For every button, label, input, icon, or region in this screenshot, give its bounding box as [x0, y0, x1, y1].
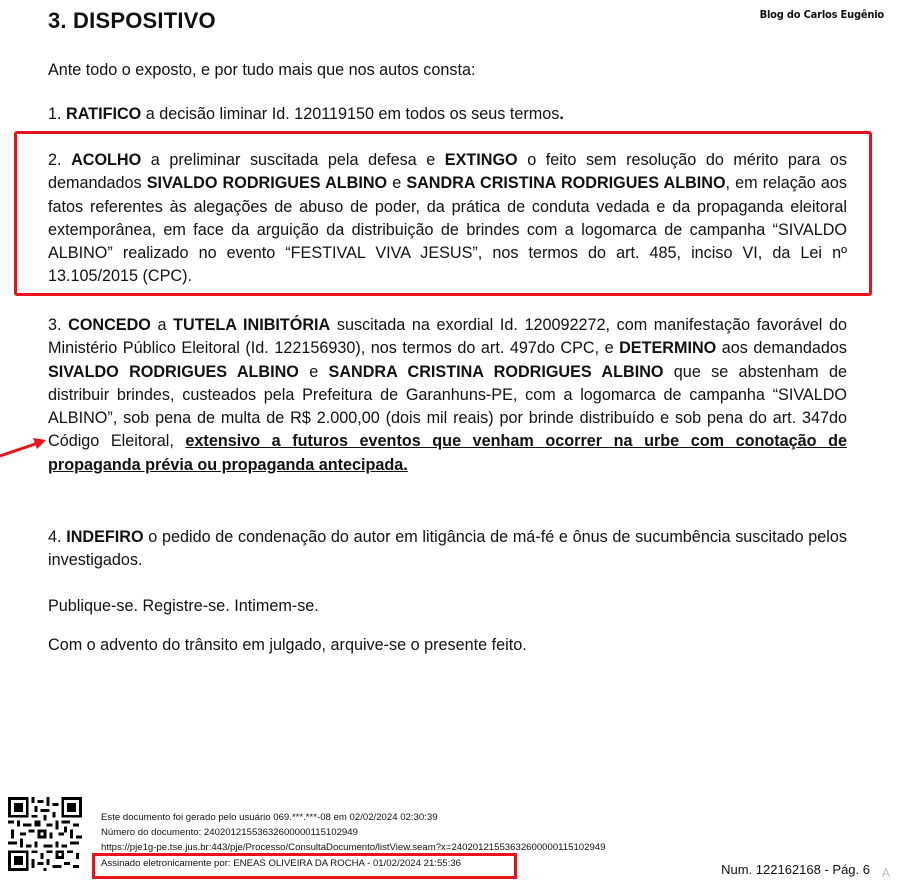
item-4-paragraph — [48, 526, 847, 573]
highlight-box-signature — [92, 853, 517, 879]
item-4-text: o pedido de condenação do autor em litigância de má-fé e ônus de sucumbência suscitado pelos investigados. — [48, 528, 848, 570]
item-4-number: 4. — [48, 528, 67, 546]
qr-code-icon — [8, 797, 82, 871]
item-2-name-sandra: SANDRA CRISTINA RODRIGUES ALBINO — [406, 174, 726, 193]
footer-signature: Assinado eletronicamente por: ENEAS OLIVEIRA DA ROCHA - 01/02/2024 21:55:36 — [101, 858, 461, 869]
red-arrow-icon — [0, 432, 50, 462]
item-2-text-3: e — [387, 174, 407, 193]
item-1-text: a decisão liminar Id. 120119150 em todos os seus termos — [141, 105, 560, 123]
item-3-name-sivaldo: SIVALDO RODRIGUES ALBINO — [48, 362, 299, 381]
item-1-end: . — [559, 105, 564, 123]
footer-generated-by: Este documento foi gerado pelo usuário 069.***.***-08 em 02/02/2024 02:30:39 — [101, 812, 438, 823]
item-1-number: 1. — [48, 105, 66, 123]
item-1-verb: RATIFICO — [66, 105, 142, 123]
item-3-number: 3. — [48, 316, 69, 334]
item-3-verb-concedo: CONCEDO — [68, 316, 151, 334]
item-2-name-sivaldo: SIVALDO RODRIGUES ALBINO — [146, 174, 388, 193]
item-3-verb-determino: DETERMINO — [619, 339, 717, 358]
corner-mark: A — [881, 866, 890, 880]
item-3-paragraph — [48, 314, 847, 477]
item-2-text-1: a preliminar suscitada pela defesa e — [141, 151, 445, 169]
footer-document-number: Número do documento: 24020121553632600000115102949 — [101, 827, 358, 838]
item-2-verb-extingo: EXTINGO — [444, 151, 518, 169]
item-2-paragraph — [48, 149, 847, 289]
item-3-name-sandra: SANDRA CRISTINA RODRIGUES ALBINO — [328, 362, 664, 381]
item-3-text-1: a — [150, 316, 174, 334]
item-2-verb-acolho: ACOLHO — [71, 151, 142, 169]
item-3-text-4: e — [298, 362, 329, 381]
page-number: Num. 122162168 - Pág. 6 — [721, 862, 870, 877]
item-2-text-4: , em relação aos fatos referentes às alegações de abuso de poder, da prática de conduta vedada e da propaganda eleitoral extemporânea, em face da arguição da distribuição de brindes com a logomarca de campanha “SIVALDO ALBINO” realizado no evento “FESTIVAL VIVA JESUS”, nos termos do art. 485, inciso VI, da Lei nº 13.105/2015 (CPC). — [48, 174, 847, 286]
footer-document-url[interactable]: https://pje1g-pe.tse.jus.br:443/pje/Processo/ConsultaDocumento/listView.seam?x=24020121553632600000115102949 — [101, 842, 606, 853]
publique-paragraph: Publique-se. Registre-se. Intimem-se. — [48, 597, 319, 615]
item-2-number: 2. — [48, 151, 72, 169]
item-1-paragraph — [48, 103, 847, 126]
item-2-text-2: o feito sem resolução do mérito para os demandados — [48, 151, 847, 193]
item-3-text-2: suscitada na exordial Id. 120092272, com manifestação favorável do Ministério Público Eleitoral (Id. 122156930), nos termos do art. 497do CPC, e — [48, 316, 848, 358]
item-3-underlined-text: extensivo a futuros eventos que venham ocorrer na urbe com conotação de propaganda prévia ou propaganda antecipada. — [48, 432, 847, 474]
blog-watermark: Blog do Carlos Eugênio — [759, 8, 884, 21]
item-3-text-3: aos demandados — [716, 339, 847, 358]
item-3-text-5: que se abstenham de distribuir brindes, custeados pela Prefeitura de Garanhuns-PE, com a logomarca de campanha “SIVALDO ALBINO”, sob pena de multa de R$ 2.000,00 (dois mil reais) por brinde distribuído e sob pena do art. 347do Código Eleitoral, — [48, 362, 847, 451]
item-3-tutela: TUTELA INIBITÓRIA — [173, 316, 331, 334]
section-heading: 3. DISPOSITIVO — [48, 8, 216, 33]
advento-paragraph: Com o advento do trânsito em julgado, arquive-se o presente feito. — [48, 636, 527, 654]
intro-paragraph: Ante todo o exposto, e por tudo mais que nos autos consta: — [48, 61, 476, 79]
item-4-verb: INDEFIRO — [66, 528, 144, 546]
